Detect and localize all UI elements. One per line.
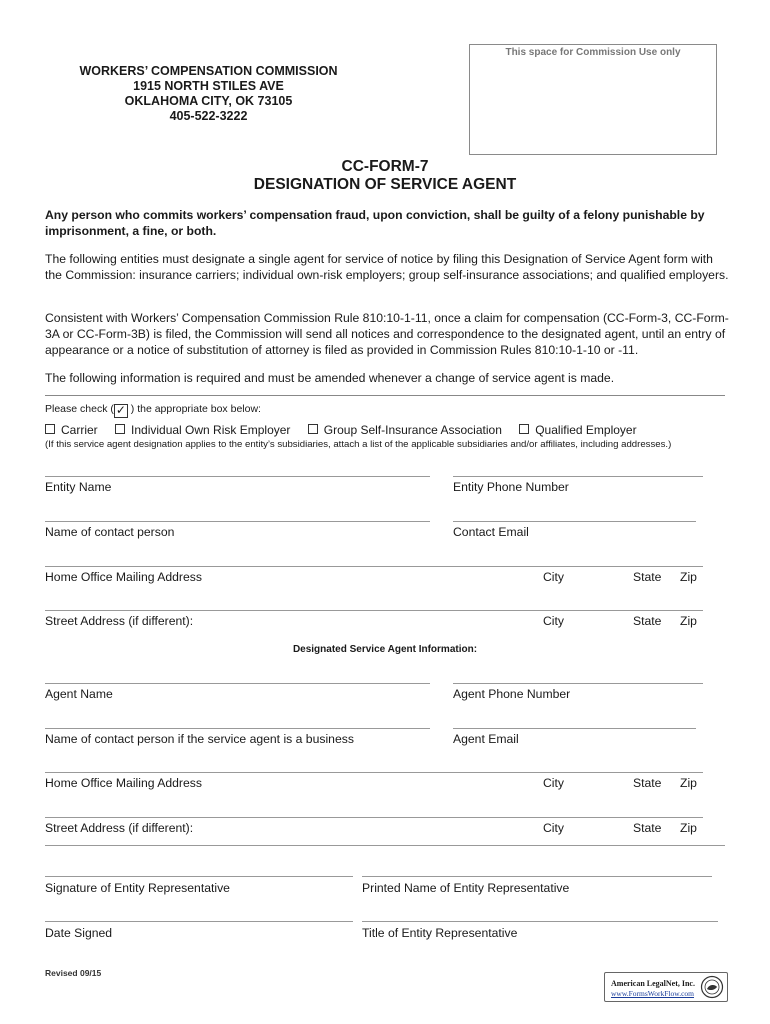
commission-use-label: This space for Commission Use only bbox=[505, 47, 681, 58]
checkbox-icon[interactable] bbox=[308, 424, 318, 434]
agent-home-office-label: Home Office Mailing Address bbox=[45, 776, 202, 790]
agent-street-address-field[interactable] bbox=[45, 817, 703, 818]
entity-name-label: Entity Name bbox=[45, 480, 112, 494]
option-individual-own-risk[interactable]: Individual Own Risk Employer bbox=[115, 423, 290, 437]
option-carrier[interactable]: Carrier bbox=[45, 423, 98, 437]
agent-email-label: Agent Email bbox=[453, 732, 519, 746]
date-signed-label: Date Signed bbox=[45, 926, 113, 940]
city-label: City bbox=[543, 614, 564, 628]
checkbox-icon[interactable] bbox=[115, 424, 125, 434]
agent-street-address-label: Street Address (if different): bbox=[45, 821, 194, 835]
entities-paragraph: The following entities must designate a single agent for service of notice by filing this Designation of Service Agent form with the Commission: insurance carriers; individual own-risk employers; group self-insurance associations; and qualified employers. bbox=[45, 252, 729, 282]
form-title bbox=[200, 158, 570, 194]
street: 1915 NORTH STILES AVE bbox=[133, 79, 284, 93]
subsidiaries-note: (If this service agent designation applies to the entity’s subsidiaries, attach a list of the applicable subsidiaries and/or affiliates, including addresses.) bbox=[45, 439, 672, 450]
agent-phone-field[interactable] bbox=[453, 683, 703, 684]
title-label: Title of Entity Representative bbox=[362, 926, 518, 940]
city-state-zip: OKLAHOMA CITY, OK 73105 bbox=[124, 94, 293, 108]
entity-phone-label: Entity Phone Number bbox=[453, 480, 569, 494]
revised-date: Revised 09/15 bbox=[45, 968, 102, 978]
commission-address bbox=[40, 64, 377, 124]
home-office-field[interactable] bbox=[45, 566, 703, 567]
entity-name-field[interactable] bbox=[45, 476, 430, 477]
date-signed-field[interactable] bbox=[45, 921, 353, 922]
agent-contact-label: Name of contact person if the service agent is a business bbox=[45, 732, 354, 746]
entity-type-options bbox=[45, 423, 651, 437]
divider bbox=[45, 395, 725, 396]
phone: 405-522-3222 bbox=[169, 109, 248, 123]
publisher-emblem-icon bbox=[700, 975, 724, 999]
publisher-logo-box bbox=[604, 972, 728, 1002]
agent-zip-label: Zip bbox=[680, 821, 697, 835]
contact-email-label: Contact Email bbox=[453, 525, 529, 539]
printed-name-field[interactable] bbox=[362, 876, 712, 877]
agent-contact-field[interactable] bbox=[45, 728, 430, 729]
checkbox-icon[interactable] bbox=[45, 424, 55, 434]
entity-phone-field[interactable] bbox=[453, 476, 703, 477]
agent-email-field[interactable] bbox=[453, 728, 696, 729]
state-label: State bbox=[633, 614, 662, 628]
agent-phone-label: Agent Phone Number bbox=[453, 687, 571, 701]
agent-zip-label: Zip bbox=[680, 776, 697, 790]
agent-name-field[interactable] bbox=[45, 683, 430, 684]
agent-section-title: Designated Service Agent Information: bbox=[292, 644, 478, 655]
signature-label: Signature of Entity Representative bbox=[45, 881, 230, 895]
form-id: CC-FORM-7 bbox=[341, 158, 429, 175]
org-name: WORKERS’ COMPENSATION COMMISSION bbox=[79, 64, 338, 78]
required-paragraph: The following information is required and must be amended whenever a change of service agent is made. bbox=[45, 371, 615, 385]
contact-person-label: Name of contact person bbox=[45, 525, 175, 539]
agent-city-label: City bbox=[543, 776, 564, 790]
zip-label: Zip bbox=[680, 614, 697, 628]
contact-email-field[interactable] bbox=[453, 521, 696, 522]
agent-state-label: State bbox=[633, 821, 662, 835]
checkbox-icon[interactable] bbox=[519, 424, 529, 434]
agent-state-label: State bbox=[633, 776, 662, 790]
street-address-field[interactable] bbox=[45, 610, 703, 611]
rule-paragraph: Consistent with Workers’ Compensation Commission Rule 810:10-1-11, once a claim for compensation (CC-Form-3, CC-Form-3A or CC-Form-3B) is filed, the Commission will send all notices and correspondence to the designated agent, until an entry of appearance or a notice of substitution of attorney is filed as provided in Commission Rules 810:10-1-10 or -11. bbox=[45, 311, 729, 357]
fraud-warning: Any person who commits workers’ compensation fraud, upon conviction, shall be guilty of a felony punishable by imprisonment, a fine, or both. bbox=[45, 208, 705, 238]
publisher-name: American LegalNet, Inc. bbox=[611, 979, 695, 988]
divider bbox=[45, 845, 725, 846]
signature-field[interactable] bbox=[45, 876, 353, 877]
title-field[interactable] bbox=[362, 921, 718, 922]
publisher-website[interactable]: www.FormsWorkFlow.com bbox=[611, 989, 695, 998]
agent-city-label: City bbox=[543, 821, 564, 835]
city-label: City bbox=[543, 570, 564, 584]
street-address-label: Street Address (if different): bbox=[45, 614, 194, 628]
zip-label: Zip bbox=[680, 570, 697, 584]
form-name: DESIGNATION OF SERVICE AGENT bbox=[253, 176, 517, 193]
home-office-label: Home Office Mailing Address bbox=[45, 570, 202, 584]
checkmark-icon: ✓ bbox=[115, 403, 126, 417]
check-instruction: Please check ( ✓ ) the appropriate box below: bbox=[45, 403, 261, 417]
state-label: State bbox=[633, 570, 662, 584]
agent-name-label: Agent Name bbox=[45, 687, 113, 701]
commission-use-box bbox=[469, 44, 717, 155]
option-group-self-insurance[interactable]: Group Self-Insurance Association bbox=[308, 423, 502, 437]
printed-name-label: Printed Name of Entity Representative bbox=[362, 881, 570, 895]
contact-person-field[interactable] bbox=[45, 521, 430, 522]
agent-home-office-field[interactable] bbox=[45, 772, 703, 773]
option-qualified-employer[interactable]: Qualified Employer bbox=[519, 423, 636, 437]
